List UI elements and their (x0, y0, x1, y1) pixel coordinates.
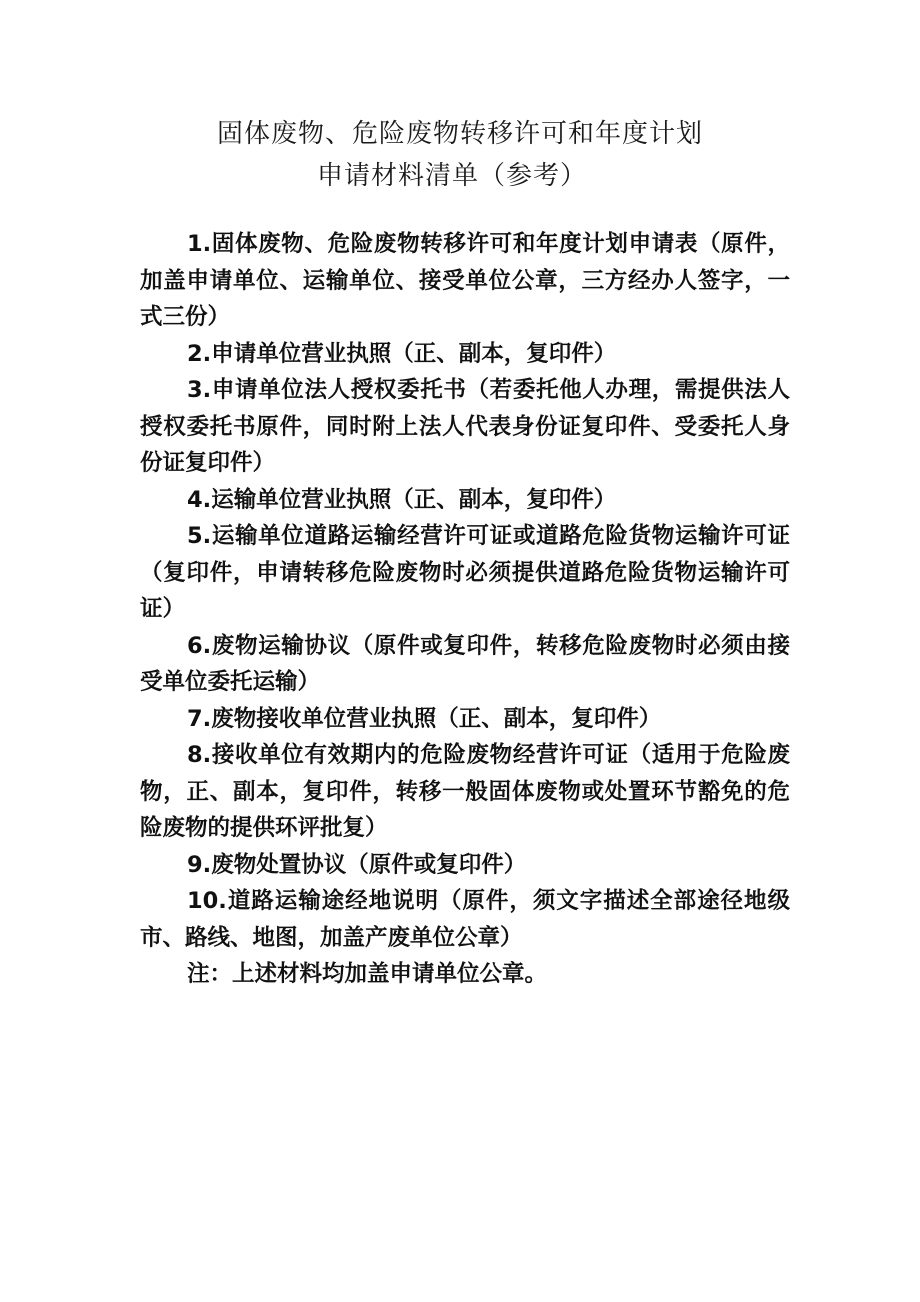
document-note: 注：上述材料均加盖申请单位公章。 (187, 961, 548, 987)
materials-list (140, 226, 790, 993)
list-item: 8.接收单位有效期内的危险废物经营许可证（适用于危险废物，正、副本，复印件，转移一般固体废物或处置环节豁免的危险废物的提供环评批复） (140, 742, 790, 841)
list-item: 5.运输单位道路运输经营许可证或道路危险货物运输许可证（复印件，申请转移危险废物时必须提供道路危险货物运输许可证） (140, 523, 790, 622)
document-title-line2: 申请材料清单（参考） (316, 161, 587, 191)
list-item: 4.运输单位营业执照（正、副本，复印件） (187, 486, 617, 513)
list-item: 10.道路运输途经地说明（原件，须文字描述全部途径地级市、路线、地图，加盖产废单位公章） (140, 888, 790, 951)
list-item: 7.废物接收单位营业执照（正、副本，复印件） (187, 705, 662, 732)
list-item: 9.废物处置协议（原件或复印件） (187, 851, 527, 878)
document-title-line1: 固体废物、危险废物转移许可和年度计划 (216, 119, 703, 149)
list-item: 2.申请单位营业执照（正、副本，复印件） (187, 340, 617, 367)
list-item: 6.废物运输协议（原件或复印件，转移危险废物时必须由接受单位委托运输） (140, 632, 790, 695)
list-item: 1.固体废物、危险废物转移许可和年度计划申请表（原件，加盖申请单位、运输单位、接受单位公章，三方经办人签字，一式三份） (140, 231, 790, 330)
list-item: 3.申请单位法人授权委托书（若委托他人办理，需提供法人授权委托书原件，同时附上法人代表身份证复印件、受委托人身份证复印件） (140, 377, 790, 476)
